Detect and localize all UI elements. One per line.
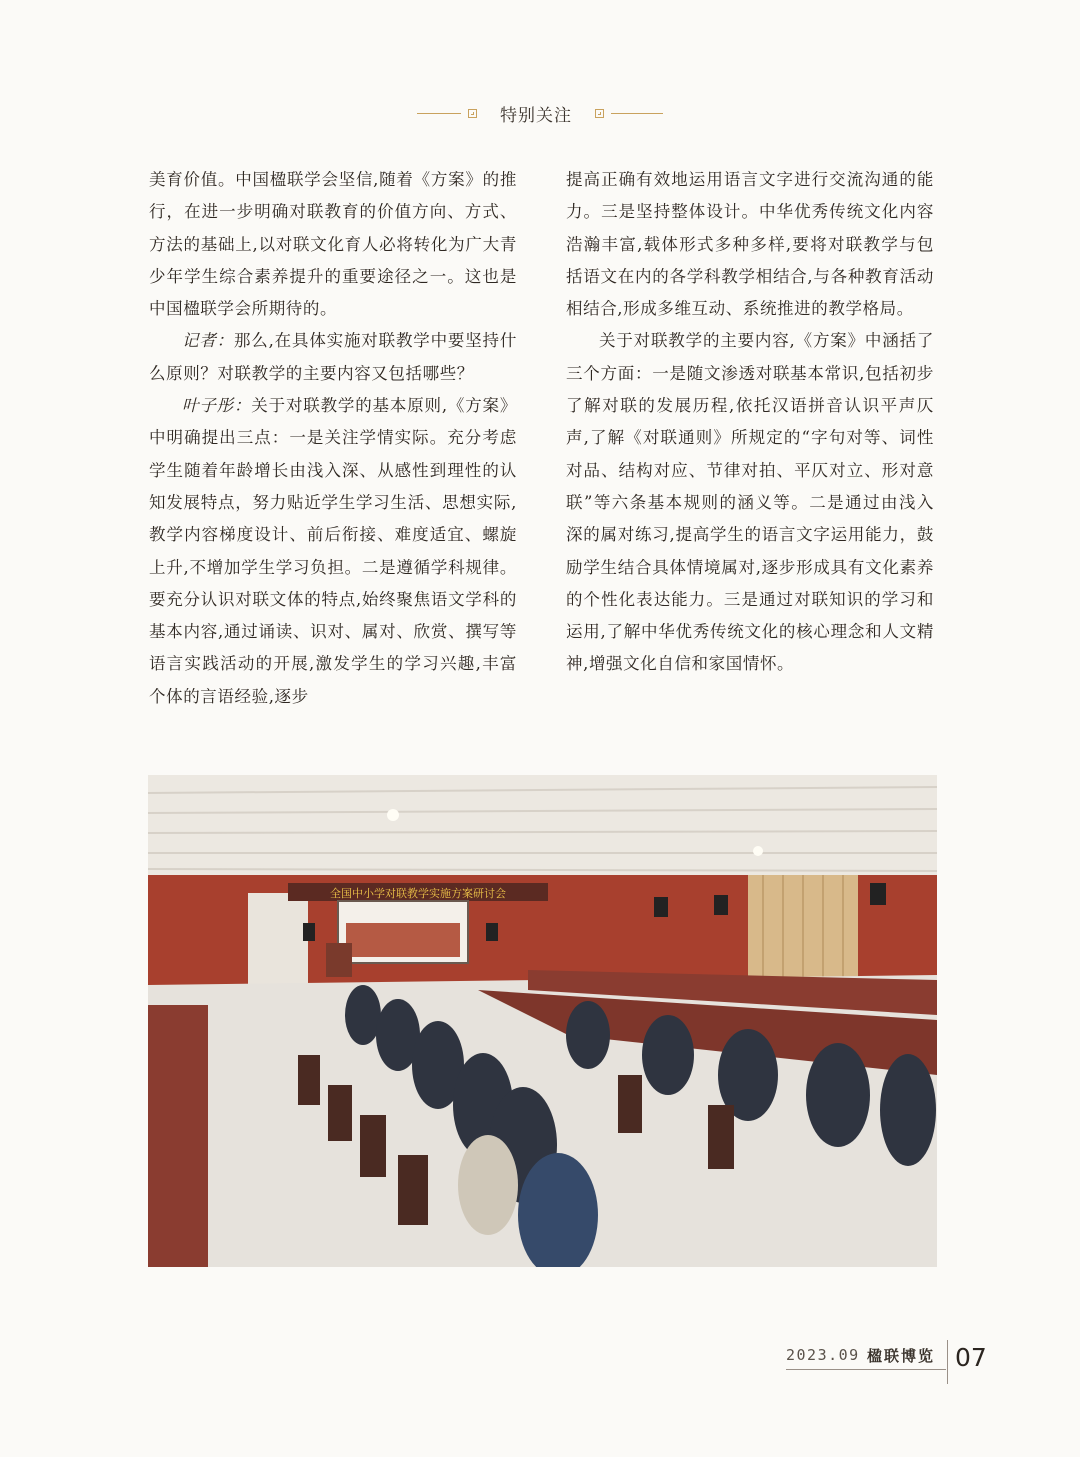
paragraph-text: 关于对联教学的基本原则,《方案》中明确提出三点：一是关注学情实际。充分考虑学生随着年龄增长由浅入深、从感性到理性的认知发展特点，努力贴近学生学习生活、思想实际,教学内容梯度设计、前后衔接、难度适宜、螺旋上升,不增加学生学习负担。二是遵循学科规律。要充分认识对联文体的特点,始终聚焦语文学科的基本内容,通过诵读、识对、属对、欣赏、撰写等语言实践活动的开展,激发学生的学习兴趣,丰富个体的言语经验,逐步 [149, 396, 517, 706]
left-column [149, 164, 517, 713]
footer-rule [786, 1369, 946, 1370]
ceiling-light-icon [387, 809, 399, 821]
issue-date: 2023.09 [786, 1346, 860, 1364]
podium [326, 943, 352, 977]
speaker-label: 叶子彤： [182, 396, 252, 416]
paragraph [566, 325, 934, 680]
conference-photo [148, 775, 937, 1267]
section-title: 特别关注 [500, 105, 572, 126]
paragraph [566, 164, 934, 325]
conference-room-illustration [148, 775, 937, 1267]
loudspeaker-icon [870, 883, 886, 905]
attendee-foreground [458, 1135, 518, 1235]
header-rule-left [417, 113, 461, 114]
loudspeaker-icon [714, 895, 728, 915]
speaker-label: 记者： [182, 331, 234, 351]
paragraph [149, 164, 517, 325]
paragraph-text: 那么,在具体实施对联教学中要坚持什么原则？对联教学的主要内容又包括哪些？ [149, 331, 517, 383]
loudspeaker-icon [303, 923, 315, 941]
right-column [566, 164, 934, 681]
footer-divider [947, 1340, 948, 1384]
paragraph [149, 325, 517, 390]
header-ornament-left-icon [468, 109, 477, 118]
page-number: 07 [955, 1343, 987, 1372]
magazine-name: 楹联博览 [867, 1347, 936, 1365]
paragraph [149, 390, 517, 713]
ceiling-light-icon [753, 846, 763, 856]
loudspeaker-icon [654, 897, 668, 917]
paragraph-text: 提高正确有效地运用语言文字进行交流沟通的能力。三是坚持整体设计。中华优秀传统文化内容浩瀚丰富,载体形式多种多样,要将对联教学与包括语文在内的各学科教学相结合,与各种教育活动相结合,形成多维互动、系统推进的教学格局。 [566, 170, 934, 319]
section-header [0, 96, 1080, 130]
paragraph-text: 美育价值。中国楹联学会坚信,随着《方案》的推行，在进一步明确对联教育的价值方向、方式、方法的基础上,以对联文化育人必将转化为广大青少年学生综合素养提升的重要途径之一。这也是中国楹联学会所期待的。 [149, 170, 517, 319]
header-ornament-right-icon [595, 109, 604, 118]
header-rule-right [611, 113, 663, 114]
loudspeaker-icon [486, 923, 498, 941]
side-table [148, 1005, 208, 1267]
banner-text: 全国中小学对联教学实施方案研讨会 [330, 887, 506, 900]
paragraph-text: 关于对联教学的主要内容,《方案》中涵括了三个方面：一是随文渗透对联基本常识,包括初步了解对联的发展历程,依托汉语拼音认识平声仄声,了解《对联通则》所规定的“字句对等、词性对品、结构对应、节律对拍、平仄对立、形对意联”等六条基本规则的涵义等。二是通过由浅入深的属对练习,提高学生的语言文字运用能力，鼓励学生结合具体情境属对,逐步形成具有文化素养的个性化表达能力。三是通过对联知识的学习和运用,了解中华优秀传统文化的核心理念和人文精神,增强文化自信和家国情怀。 [566, 331, 934, 674]
